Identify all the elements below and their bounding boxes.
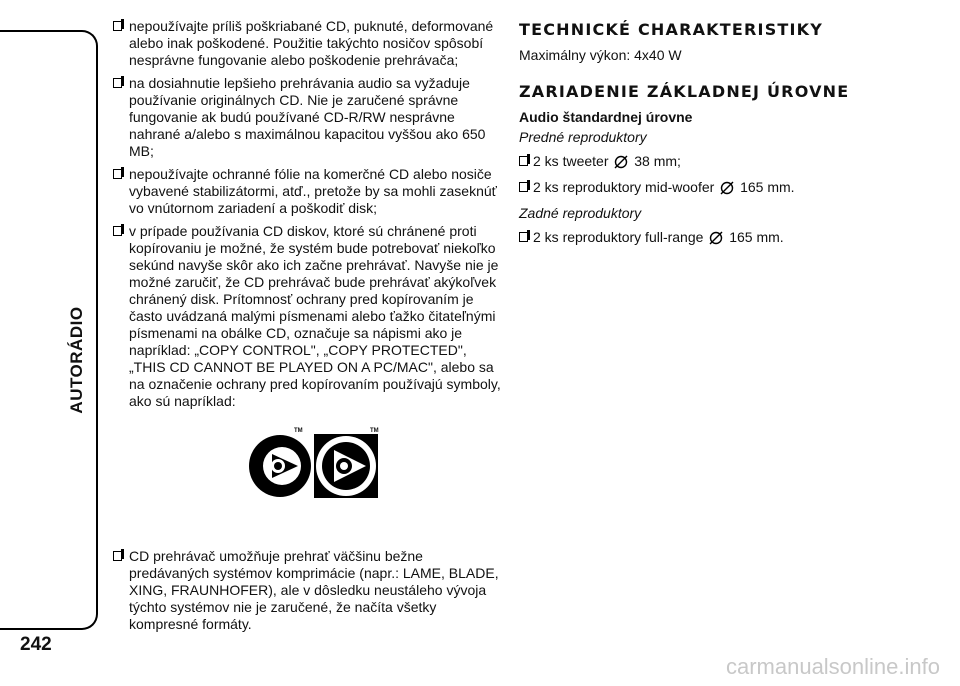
checkbox-bullet-icon bbox=[519, 182, 528, 192]
watermark: carmanualsonline.info bbox=[725, 654, 940, 679]
spec-item: 2 ks reproduktory full-range 165 mm. bbox=[519, 229, 939, 246]
basic-heading: ZARIADENIE ZÁKLADNEJ ÚROVNE bbox=[519, 82, 850, 101]
page-number: 242 bbox=[20, 634, 52, 655]
checkbox-bullet-icon bbox=[113, 169, 122, 179]
spec-item: 2 ks tweeter 38 mm; bbox=[519, 153, 939, 170]
checkbox-bullet-icon bbox=[113, 226, 122, 236]
checkbox-bullet-icon bbox=[113, 21, 122, 31]
right-column bbox=[519, 20, 939, 255]
list-item: v prípade používania CD diskov, ktoré sú chránené proti kopírovaniu je možné, že systém bude potrebovať niekoľko sekúnd navyše skôr ako ich začne prehrávať. Navyše nie je možné zaručiť, že CD prehrávač bude prehrávať akýkoľvek chránený disk. Prítomnosť ochrany pred kopírovaním je často uvádzaná malými písmenami alebo ťažko čitateľnými písmenami na obálke CD, označuje sa nápismi ako je napríklad: „COPY CONTROL", „COPY PROTECTED", „THIS CD CANNOT BE PLAYED ON A PC/MAC", alebo sa na označenie ochrany pred kopírovaním používajú symboly, ako sú napríklad: bbox=[112, 223, 504, 410]
chapter-label: AUTORÁDIO bbox=[67, 306, 86, 414]
diameter-icon bbox=[720, 181, 734, 195]
checkbox-bullet-icon bbox=[113, 551, 122, 561]
checkbox-bullet-icon bbox=[519, 232, 528, 242]
copy-protection-logo-icon bbox=[314, 434, 378, 498]
tech-heading: TECHNICKÉ CHARAKTERISTIKY bbox=[519, 20, 824, 39]
basic-subheading: Audio štandardnej úrovne bbox=[519, 109, 693, 125]
list-item: na dosiahnutie lepšieho prehrávania audio sa vyžaduje používanie originálnych CD. Nie je zaručené správne fungovanie ak budú používané CD-R/RW nesprávne nahrané a/alebo s maximálnou kapacitou vyššou ako 650 MB; bbox=[112, 75, 504, 160]
tech-text: Maximálny výkon: 4x40 W bbox=[519, 47, 682, 63]
diameter-icon bbox=[614, 155, 628, 169]
spec-item: 2 ks reproduktory mid-woofer 165 mm. bbox=[519, 179, 939, 196]
list-item: CD prehrávač umožňuje prehrať väčšinu bežne predávaných systémov komprimácie (napr.: LAME, BLADE, XING, FRAUNHOFER), ale v dôsledku neustáleho vývoja týchto systémov nie je zaručené, že načíta všetky kompresné formáty. bbox=[112, 548, 504, 633]
front-speakers-label: Predné reproduktory bbox=[519, 129, 647, 145]
trademark-mark: TM bbox=[294, 428, 303, 434]
copy-protection-symbols bbox=[112, 428, 504, 526]
list-item: nepoužívajte ochranné fólie na komerčné CD alebo nosiče vybavené stabilizátormi, atď., pretože by sa mohli zaseknúť vo vnútornom zariadení a poškodiť disk; bbox=[112, 166, 504, 217]
diameter-icon bbox=[709, 231, 723, 245]
copy-protection-logo-icon bbox=[248, 434, 312, 498]
checkbox-bullet-icon bbox=[113, 78, 122, 88]
checkbox-bullet-icon bbox=[519, 156, 528, 166]
trademark-mark: TM bbox=[370, 428, 379, 434]
list-item: nepoužívajte príliš poškriabané CD, puknuté, deformované alebo inak poškodené. Použitie takýchto nosičov spôsobí nesprávne fungovanie alebo poškodenie prehrávača; bbox=[112, 18, 504, 69]
rear-speakers-label: Zadné reproduktory bbox=[519, 205, 642, 221]
left-column bbox=[112, 18, 504, 639]
